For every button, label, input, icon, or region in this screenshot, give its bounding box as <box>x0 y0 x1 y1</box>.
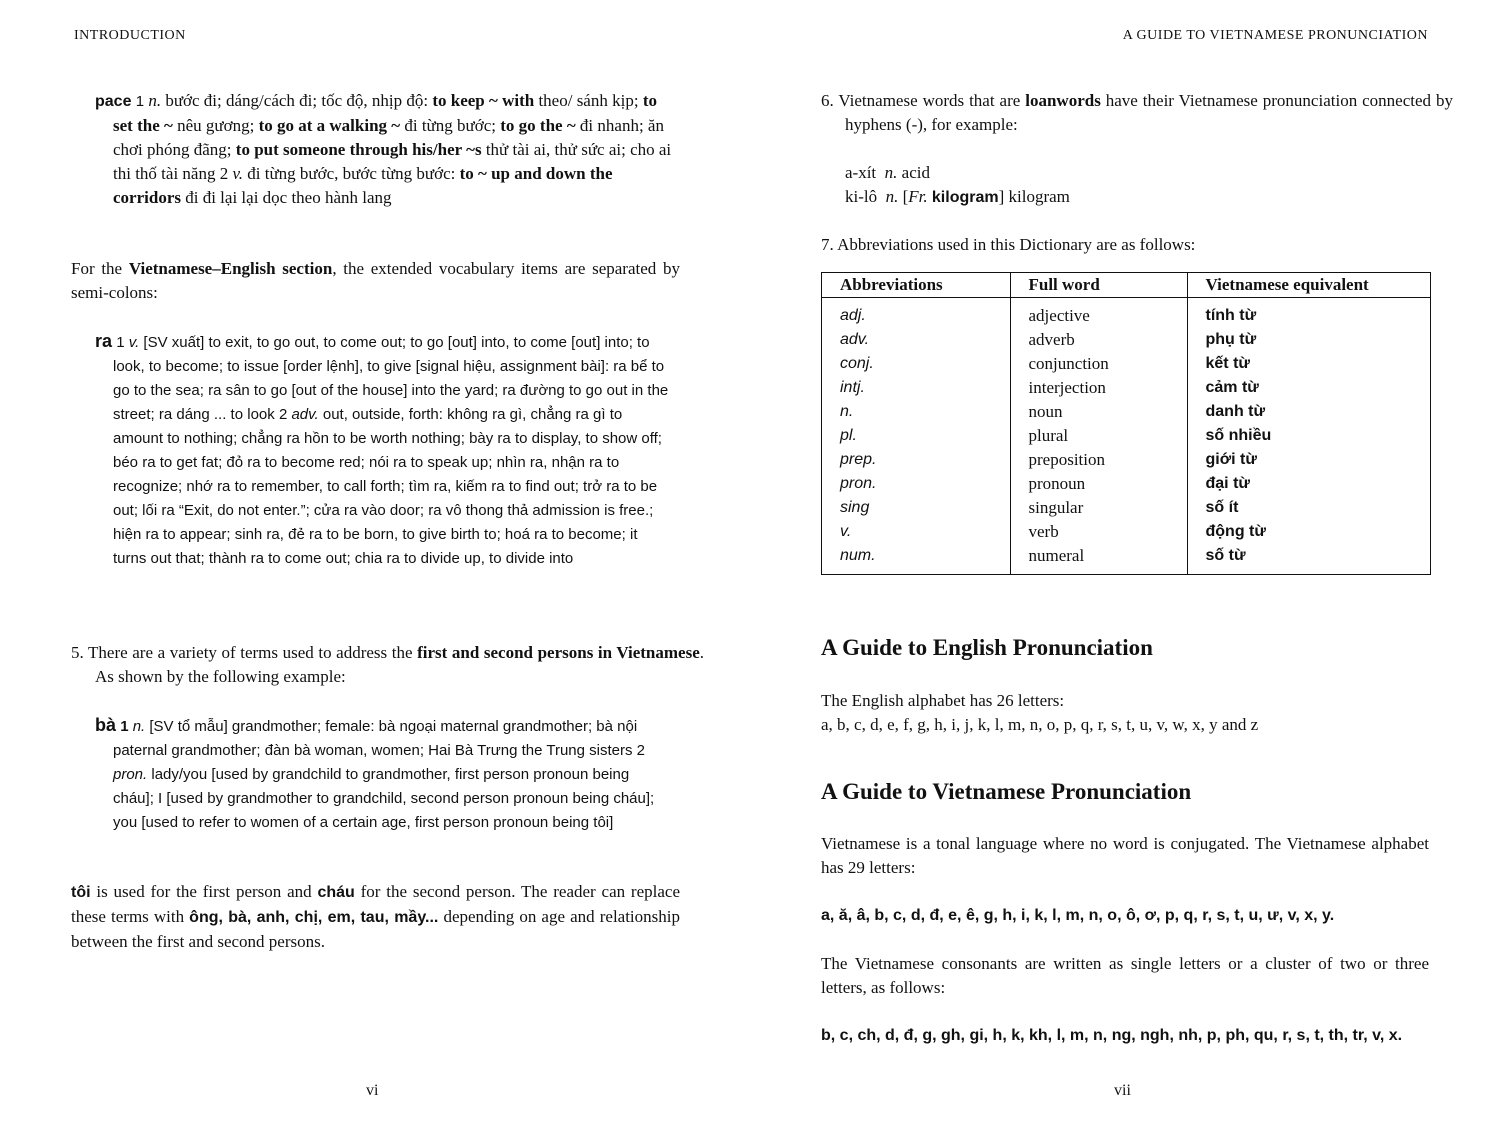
vietnamese-alphabet: a, ă, â, b, c, d, đ, e, ê, g, h, i, k, l, m, n, o, ô, ơ, p, q, r, s, t, u, ư, v, x, y. <box>821 907 1335 924</box>
full-word-cell: verb <box>1010 520 1187 544</box>
running-head-right: A GUIDE TO VIETNAMESE PRONUNCIATION <box>1122 28 1428 43</box>
table-row <box>822 448 1430 472</box>
vietnamese-cell: số nhiều <box>1187 424 1430 448</box>
entry-ba: bà 1 n. [SV tổ mẫu] grandmother; female: bà ngoại maternal grandmother; bà nội paternal grandmother; đàn bà woman, women; Hai Bà Trưng the Trung sisters 2 pron. lady/you [used by grandchild to grandmother, first person pronoun being cháu]; I [used by grandmother to grandchild, second person pronoun being cháu]; you [used to refer to women of a certain age, first person pronoun being tôi] <box>95 715 655 831</box>
table-row <box>822 496 1430 520</box>
full-word-cell: adverb <box>1010 328 1187 352</box>
table-row <box>822 544 1430 574</box>
toi-paragraph: tôi is used for the first person and cháu for the second person. The reader can replace these terms with ông, bà, anh, chị, em, tau, mầy... depending on age and relationship between the first and second persons. <box>71 882 680 951</box>
vietnamese-cell: số từ <box>1187 544 1430 574</box>
headword-ra: ra <box>95 331 113 351</box>
abbreviations-table <box>821 272 1431 575</box>
vietnamese-cell: tính từ <box>1187 298 1430 329</box>
vietnamese-english-paragraph: For the Vietnamese–English section, the extended vocabulary items are separated by semi-colons: <box>71 259 680 302</box>
table-header: Full word <box>1010 273 1187 298</box>
table-header: Vietnamese equivalent <box>1187 273 1430 298</box>
running-head-left: INTRODUCTION <box>74 28 186 43</box>
table-row <box>822 472 1430 496</box>
abbr-cell: pl. <box>822 424 1010 448</box>
full-word-cell: pronoun <box>1010 472 1187 496</box>
english-alphabet: a, b, c, d, e, f, g, h, i, j, k, l, m, n, o, p, q, r, s, t, u, v, w, x, y and z <box>821 715 1259 734</box>
full-word-cell: plural <box>1010 424 1187 448</box>
vietnamese-consonants: b, c, ch, d, đ, g, gh, gi, h, k, kh, l, m, n, ng, ngh, nh, p, ph, qu, r, s, t, th, tr, v, x. <box>821 1027 1403 1044</box>
table-row <box>822 328 1430 352</box>
abbr-cell: num. <box>822 544 1010 574</box>
english-alphabet-intro: The English alphabet has 26 letters: <box>821 691 1065 710</box>
abbr-cell: adv. <box>822 328 1010 352</box>
table-row <box>822 520 1430 544</box>
full-word-cell: preposition <box>1010 448 1187 472</box>
folio-right: vii <box>1114 1082 1131 1099</box>
right-page <box>750 0 1500 1125</box>
loanword-example-2: ki-lô n. [Fr. kilogram] kilogram <box>845 187 1070 206</box>
abbr-cell: sing <box>822 496 1010 520</box>
table-row <box>822 376 1430 400</box>
full-word-cell: numeral <box>1010 544 1187 574</box>
abbreviations-table-body <box>822 298 1430 575</box>
item-6: 6. Vietnamese words that are loanwords have their Vietnamese pronunciation connected by hyphens (-), for example: <box>821 91 1453 134</box>
vietnamese-cell: đại từ <box>1187 472 1430 496</box>
vietnamese-cell: kết từ <box>1187 352 1430 376</box>
table-row <box>822 424 1430 448</box>
vietnamese-cell: số ít <box>1187 496 1430 520</box>
abbr-cell: v. <box>822 520 1010 544</box>
headword-ba: bà <box>95 715 117 735</box>
full-word-cell: adjective <box>1010 298 1187 329</box>
table-row <box>822 400 1430 424</box>
full-word-cell: interjection <box>1010 376 1187 400</box>
table-header: Abbreviations <box>822 273 1010 298</box>
vietnamese-cell: phụ từ <box>1187 328 1430 352</box>
item-7: 7. Abbreviations used in this Dictionary are as follows: <box>821 235 1196 254</box>
vietnamese-pronunciation-heading: A Guide to Vietnamese Pronunciation <box>821 779 1192 804</box>
abbr-cell: prep. <box>822 448 1010 472</box>
abbr-cell: adj. <box>822 298 1010 329</box>
vietnamese-consonants-intro: The Vietnamese consonants are written as single letters or a cluster of two or three letters, as follows: <box>821 954 1429 997</box>
abbr-cell: conj. <box>822 352 1010 376</box>
folio-left: vi <box>366 1082 379 1099</box>
full-word-cell: noun <box>1010 400 1187 424</box>
table-row <box>822 352 1430 376</box>
entry-pace: pace 1 n. bước đi; dáng/cách đi; tốc độ, nhịp độ: to keep ~ with theo/ sánh kịp; to set the ~ nêu gương; to go at a walking ~ đi từng bước; to go the ~ đi nhanh; ăn chơi phóng đãng; to put someone through his/her ~s thử tài ai, thử sức ai; cho ai thi thố tài năng 2 v. đi từng bước, bước từng bước: to ~ up and down the corridors đi đi lại lại dọc theo hành lang <box>95 91 672 207</box>
abbr-cell: pron. <box>822 472 1010 496</box>
vietnamese-cell: cảm từ <box>1187 376 1430 400</box>
item-5: 5. There are a variety of terms used to address the first and second persons in Vietnamese. As shown by the following example: <box>71 643 704 686</box>
headword-pace: pace <box>95 93 132 110</box>
vietnamese-cell: danh từ <box>1187 400 1430 424</box>
vietnamese-intro: Vietnamese is a tonal language where no word is conjugated. The Vietnamese alphabet has 29 letters: <box>821 834 1429 877</box>
full-word-cell: singular <box>1010 496 1187 520</box>
loanword-example-1: a-xít n. acid <box>845 163 930 182</box>
entry-ra: ra 1 v. [SV xuất] to exit, to go out, to come out; to go [out] into, to come [out] into; to look, to become; to issue [order lệnh], to give [signal hiệu, assignment bài]: ra bể to go to the sea; ra sân to go [out of the house] into the yard; ra đường to go out in the street; ra dáng ... to look 2 adv. out, outside, forth: không ra gì, chẳng ra gì to amount to nothing; chẳng ra hồn to be worth nothing; bày ra to display, to show off; béo ra to get fat; đỏ ra to become red; nói ra to speak up; nhìn ra, nhận ra to recognize; nhớ ra to remember, to call forth; tìm ra, kiếm ra to find out; trở ra to be out; lối ra “Exit, do not enter.”; cửa ra vào door; ra vô thong thả admission is free.; hiện ra to appear; sinh ra, đẻ ra to be born, to give birth to; hoá ra to become; it turns out that; thành ra to come out; chia ra to divide up, to divide into <box>95 331 669 567</box>
full-word-cell: conjunction <box>1010 352 1187 376</box>
abbr-cell: n. <box>822 400 1010 424</box>
vietnamese-cell: giới từ <box>1187 448 1430 472</box>
english-pronunciation-heading: A Guide to English Pronunciation <box>821 635 1153 660</box>
vietnamese-cell: động từ <box>1187 520 1430 544</box>
abbr-cell: intj. <box>822 376 1010 400</box>
table-row <box>822 298 1430 329</box>
